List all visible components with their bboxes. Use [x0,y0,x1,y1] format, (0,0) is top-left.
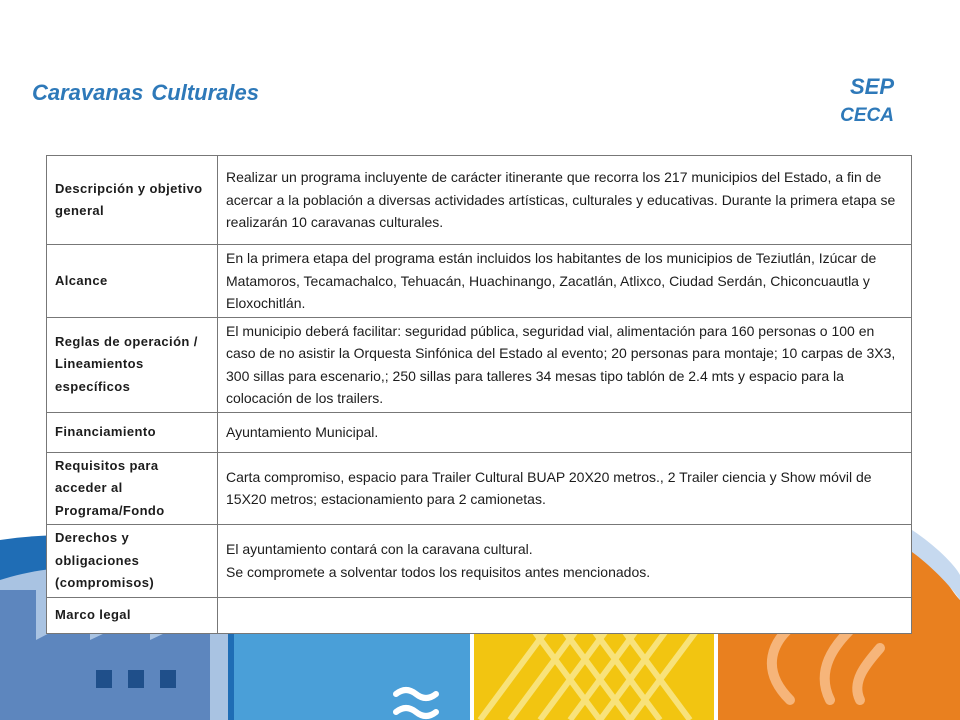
table-row [47,597,912,633]
row-value: Carta compromiso, espacio para Trailer Cultural BUAP 20X20 metros., 2 Trailer ciencia y Show móvil de 15X20 metros; estacionamiento para 2 camionetas. [218,452,912,525]
table-row [47,525,912,598]
row-label: Marco legal [47,597,218,633]
row-value: En la primera etapa del programa están incluidos los habitantes de los municipios de Teziutlán, Izúcar de Matamoros, Tecamachalco, Tehuacán, Huachinango, Zacatlán, Atlixco, Ciudad Serdán, Chiconcuautla y Eloxochitlán. [218,245,912,318]
row-label: Reglas de operación / Lineamientos específicos [47,317,218,412]
row-label: Financiamiento [47,412,218,452]
row-value: Realizar un programa incluyente de carácter itinerante que recorra los 217 municipios del Estado, a fin de acercar a la población a diversas actividades artísticas, culturales y educativas. Durante la primera etapa se realizarán 10 caravanas culturales. [218,156,912,245]
table-row [47,317,912,412]
row-value: Ayuntamiento Municipal. [218,412,912,452]
org-block [840,74,894,128]
row-value: El municipio deberá facilitar: seguridad pública, seguridad vial, alimentación para 160 personas o 100 en caso de no asistir la Orquesta Sinfónica del Estado al evento; 20 personas para montaje; 10 carpas de 3X3, 300 sillas para escenario,; 250 sillas para talleres 34 mesas tipo tablón de 2.4 mts y espacio para la colocación de los trailers. [218,317,912,412]
row-label: Alcance [47,245,218,318]
org-ceca: CECA [840,105,894,126]
table-row [47,412,912,452]
row-value [218,597,912,633]
row-value-line: Se compromete a solventar todos los requisitos antes mencionados. [226,563,651,580]
table-row [47,245,912,318]
row-label: Derechos y obligaciones (compromisos) [47,525,218,598]
org-sep: SEP [849,74,894,99]
row-value-line: El ayuntamiento contará con la caravana cultural. [226,541,533,558]
table-row [47,156,912,245]
row-label: Requisitos para acceder al Programa/Fondo [47,452,218,525]
row-value [218,525,912,598]
factory-windows [96,670,176,688]
program-table [46,155,912,634]
row-label: Descripción y objetivo general [47,156,218,245]
table-row [47,452,912,525]
page-title: Caravanas Culturales [32,80,259,105]
